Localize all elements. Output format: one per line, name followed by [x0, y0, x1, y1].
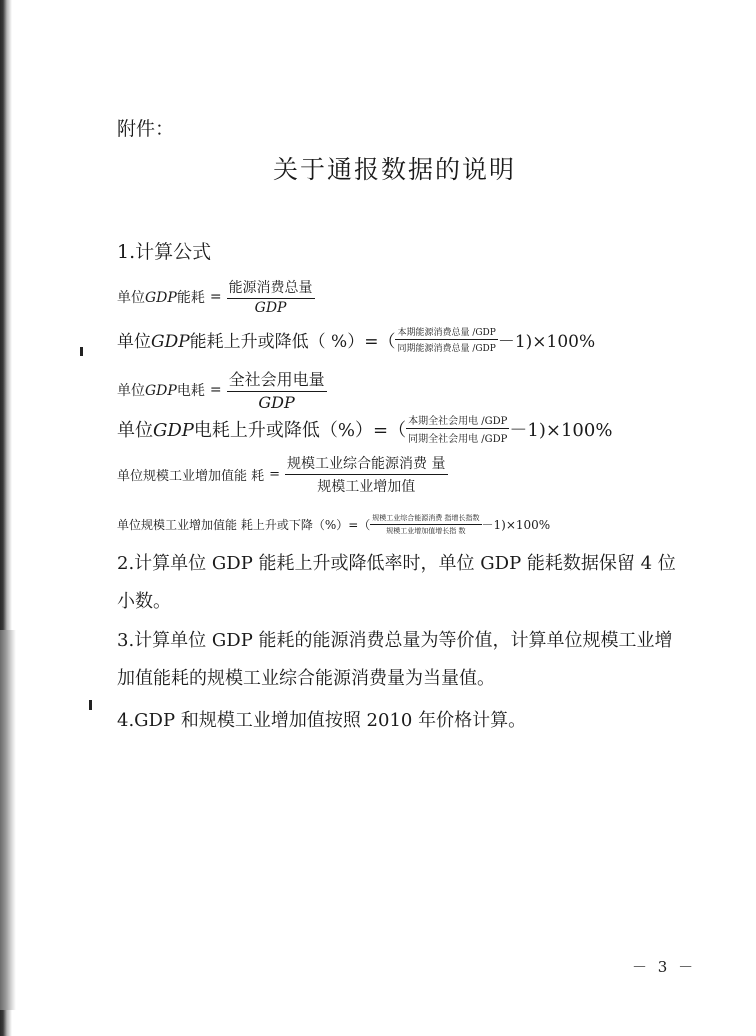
numerator: 规模工业综合能源消费 指增长指数: [370, 513, 481, 525]
numerator: 本期全社会用电 /GDP: [406, 412, 509, 429]
formula-label: 单位GDP能耗: [117, 289, 205, 306]
numerator: 规模工业综合能源消费 量: [285, 453, 447, 475]
equals-sign: =: [209, 288, 222, 305]
formula-industry-energy: [117, 453, 448, 496]
formula-label: 单位规模工业增加值能 耗: [117, 469, 265, 484]
fraction: [227, 367, 327, 412]
scan-speck: [80, 347, 83, 356]
fraction: [406, 412, 509, 445]
fraction: [370, 513, 481, 536]
attachment-label: 附件：: [117, 118, 175, 140]
page-number: － 3 －: [632, 958, 697, 976]
section-formulas-heading: 1.计算公式: [117, 241, 212, 263]
formula-tail: －1)×100%: [481, 518, 551, 532]
note-energy-values: 3.计算单位 GDP 能耗的能源消费总量为等价值，计算单位规模工业增加值能耗的规模工业综合能源消费量为当量值。: [117, 630, 673, 689]
fraction: [285, 453, 447, 496]
formula-gdp-electricity: [117, 367, 327, 412]
fraction: [395, 325, 497, 354]
formula-gdp-energy: [117, 277, 315, 316]
formula-gdp-electricity-change: [117, 412, 612, 445]
scan-speck: [89, 700, 92, 710]
numerator: 能源消费总量: [227, 277, 315, 299]
denominator: 规模工业增加值: [317, 479, 416, 495]
denominator: 规模工业增加值增长指 数: [386, 527, 466, 535]
formula-label: 单位GDP能耗上升或降低（ %）=（: [117, 332, 396, 352]
formula-label: 单位GDP电耗上升或降低（%）=（: [117, 419, 407, 441]
numerator: 本期能源消费总量 /GDP: [395, 325, 497, 340]
formula-tail: －1)×100%: [509, 419, 613, 441]
equals-sign: =: [269, 467, 281, 482]
formula-gdp-energy-change: [117, 325, 595, 354]
note-decimal-places: 2.计算单位 GDP 能耗上升或降低率时，单位 GDP 能耗数据保留 4 位小数。: [117, 553, 676, 612]
fraction: [227, 277, 315, 316]
formula-label: 单位GDP电耗: [117, 382, 205, 399]
formula-industry-energy-change: [117, 513, 550, 536]
document-title: 关于通报数据的说明: [273, 155, 517, 184]
denominator: GDP: [254, 300, 287, 316]
denominator: GDP: [258, 393, 295, 412]
formula-tail: －1)×100%: [497, 332, 596, 352]
formula-label: 单位规模工业增加值能 耗上升或下降（%）=（: [117, 518, 371, 532]
denominator: 同期全社会用电 /GDP: [408, 434, 508, 445]
scan-left-edge-lower: [0, 630, 16, 1010]
equals-sign: =: [209, 381, 222, 398]
numerator: 全社会用电量: [227, 367, 327, 392]
note-price-basis: 4.GDP 和规模工业增加值按照 2010 年价格计算。: [117, 710, 527, 731]
denominator: 同期能源消费总量 /GDP: [397, 344, 496, 354]
